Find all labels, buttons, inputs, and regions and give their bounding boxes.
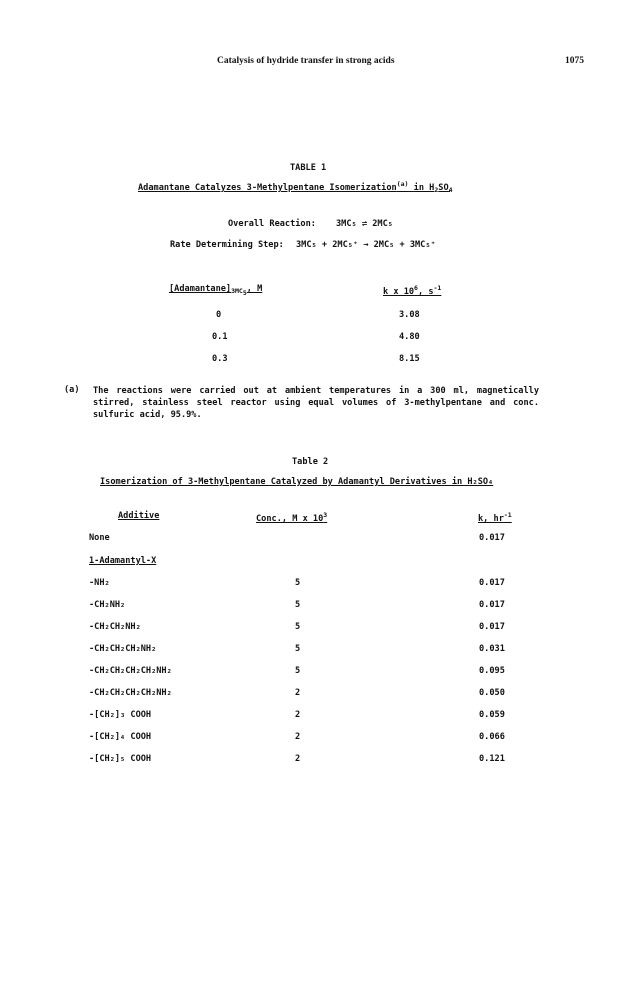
table2-conc-cell: 5 [295, 644, 301, 654]
table2-col-k [478, 511, 512, 524]
table-row [0, 644, 624, 658]
table-row [0, 710, 624, 724]
table2-col-conc [256, 511, 327, 524]
page-number: 1075 [565, 56, 584, 66]
footnote-text: The reactions were carried out at ambient temperatures in a 300 ml, magnetically stirred, stainless steel reactor using equal volumes of 3-methylpentane and conc. sulfuric acid, 95.9%. [93, 386, 539, 420]
table2-k-cell: 0.121 [479, 754, 505, 764]
table1-conc-cell: 0 [216, 310, 222, 320]
table2-conc-cell: 2 [295, 688, 301, 698]
table1-caption-sub2: 4 [448, 186, 453, 194]
table-row [0, 754, 624, 768]
table-row [0, 732, 624, 746]
table2-additive-cell: None [89, 533, 110, 543]
table1-conc-cell: 0.3 [212, 354, 228, 364]
table1-col-conc-unit: , M [246, 284, 263, 294]
table2-col-k-sup: -1 [503, 511, 512, 519]
table1-row [0, 354, 624, 368]
table1-col-conc [169, 284, 262, 297]
table1-col-conc-text: [Adamantane] [169, 284, 232, 294]
table1-col-k [383, 284, 441, 297]
table2-k-cell: 0.017 [479, 622, 505, 632]
table2-col-conc-sup: 3 [323, 511, 328, 519]
table1-label: TABLE 1 [290, 163, 327, 173]
table-row [0, 600, 624, 614]
table2-additive-cell: -CH₂CH₂CH₂CH₂NH₂ [89, 666, 172, 676]
table2-group-label: 1-Adamantyl-X [89, 556, 157, 566]
rds-label: Rate Determining Step: [170, 240, 284, 250]
table2-k-cell: 0.031 [479, 644, 505, 654]
table1-caption-in: in H [413, 183, 435, 193]
table1-row [0, 310, 624, 324]
table2-k-cell: 0.066 [479, 732, 505, 742]
table1-caption-so: SO [438, 183, 449, 193]
table2-additive-cell: -NH₂ [89, 578, 110, 588]
running-title: Catalysis of hydride transfer in strong acids [217, 56, 395, 66]
table1-caption-sub1: 2 [434, 186, 439, 194]
table2-k-cell: 0.050 [479, 688, 505, 698]
table2-conc-cell: 2 [295, 754, 301, 764]
table2-conc-cell: 5 [295, 600, 301, 610]
table1-col-k-unit: , s [417, 287, 434, 297]
table2-col-additive: Additive [118, 511, 160, 521]
table2-conc-cell: 2 [295, 732, 301, 742]
table2-col-conc-text: Conc., M x 10 [256, 514, 324, 524]
table2-additive-cell: -CH₂CH₂NH₂ [89, 622, 141, 632]
table-row [0, 688, 624, 702]
table-row [0, 578, 624, 592]
footnote-label: (a) [64, 385, 80, 395]
table2-additive-cell: -[CH₂]₄ COOH [89, 732, 152, 742]
table2-additive-cell: -CH₂NH₂ [89, 600, 126, 610]
table2-additive-cell: -CH₂CH₂CH₂CH₂NH₂ [89, 688, 172, 698]
table2-k-cell: 0.095 [479, 666, 505, 676]
table1-k-cell: 3.08 [399, 310, 420, 320]
table2-k-cell: 0.017 [479, 533, 505, 543]
table2-k-cell: 0.017 [479, 578, 505, 588]
table2-additive-cell: -[CH₂]₅ COOH [89, 754, 152, 764]
table1-caption [138, 180, 453, 194]
table1-col-conc-subsub: 5 [242, 289, 247, 297]
table1-k-cell: 4.80 [399, 332, 420, 342]
table-row [0, 666, 624, 680]
table2-conc-cell: 5 [295, 666, 301, 676]
table2-conc-cell: 5 [295, 578, 301, 588]
table2-k-cell: 0.017 [479, 600, 505, 610]
table1-col-k-unit-sup: -1 [433, 284, 442, 292]
table2-conc-cell: 2 [295, 710, 301, 720]
table1-row [0, 332, 624, 346]
overall-reaction-label: Overall Reaction: [228, 219, 316, 229]
table1-col-k-sup: 6 [414, 284, 418, 292]
table2-col-k-text: k, hr [478, 514, 504, 524]
table2-conc-cell: 5 [295, 622, 301, 632]
table2-k-cell: 0.059 [479, 710, 505, 720]
table2-caption: Isomerization of 3-Methylpentane Catalyzed by Adamantyl Derivatives in H₂SO₄ [100, 477, 494, 487]
table2-additive-cell: -CH₂CH₂CH₂NH₂ [89, 644, 157, 654]
table1-k-cell: 8.15 [399, 354, 420, 364]
table-row [0, 622, 624, 636]
table2-row-none [0, 533, 624, 547]
table1-conc-cell: 0.1 [212, 332, 228, 342]
table1-col-k-text: k x 10 [383, 287, 415, 297]
table2-additive-cell: -[CH₂]₃ COOH [89, 710, 152, 720]
rds-equation: 3MC₅ + 2MC₅⁺ → 2MC₅ + 3MC₅⁺ [296, 240, 436, 250]
table1-caption-ref: (a) [396, 180, 409, 188]
overall-reaction-equation: 3MC₅ ⇌ 2MC₅ [336, 219, 393, 229]
table1-col-conc-sub: 3MC [231, 287, 243, 295]
table2-label: Table 2 [292, 457, 329, 467]
table1-caption-text: Adamantane Catalyzes 3-Methylpentane Isomerization [138, 183, 397, 193]
